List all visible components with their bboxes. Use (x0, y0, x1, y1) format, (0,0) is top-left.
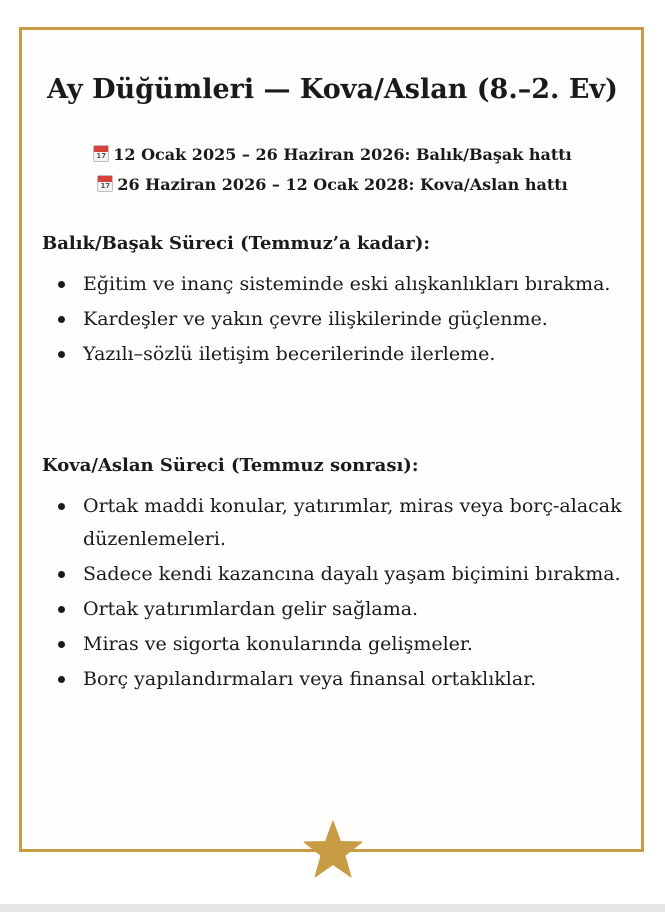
calendar-icon (97, 175, 113, 192)
page-title: Ay Düğümleri — Kova/Aslan (8.–2. Ev) (47, 74, 618, 105)
date-range-2 (0, 175, 665, 194)
list-item: Eğitim ve inanç sisteminde eski alışkanlıkları bırakma. (52, 268, 637, 301)
bullet-icon (58, 676, 65, 683)
calendar-icon-day: 17 (96, 152, 107, 160)
list-item: Sadece kendi kazancına dayalı yaşam biçimini bırakma. (52, 558, 637, 591)
list-item: Ortak maddi konular, yatırımlar, miras veya borç-alacak düzenlemeleri. (52, 490, 637, 556)
star-icon (301, 819, 365, 881)
section-title-kova-aslan: Kova/Aslan Süreci (Temmuz sonrası): (42, 455, 419, 476)
bullet-icon (58, 316, 65, 323)
date-range-1 (0, 145, 665, 164)
section-list-balik-basak (52, 268, 637, 373)
bullet-icon (58, 571, 65, 578)
list-item: Yazılı–sözlü iletişim becerilerinde ilerleme. (52, 338, 637, 371)
bullet-icon (58, 503, 65, 510)
calendar-icon-day: 17 (100, 182, 111, 190)
date-range-1-text: 12 Ocak 2025 – 26 Haziran 2026: Balık/Başak hattı (113, 145, 572, 164)
bullet-icon (58, 351, 65, 358)
list-item: Kardeşler ve yakın çevre ilişkilerinde güçlenme. (52, 303, 637, 336)
list-item: Ortak yatırımlardan gelir sağlama. (52, 593, 637, 626)
calendar-icon (93, 145, 109, 162)
section-list-kova-aslan (52, 490, 637, 698)
list-item: Miras ve sigorta konularında gelişmeler. (52, 628, 637, 661)
date-range-2-text: 26 Haziran 2026 – 12 Ocak 2028: Kova/Aslan hattı (117, 175, 568, 194)
bottom-strip (0, 904, 665, 912)
list-item: Borç yapılandırmaları veya finansal ortaklıklar. (52, 663, 637, 696)
section-title-balik-basak: Balık/Başak Süreci (Temmuz’a kadar): (42, 233, 431, 254)
bullet-icon (58, 281, 65, 288)
bullet-icon (58, 606, 65, 613)
bullet-icon (58, 641, 65, 648)
